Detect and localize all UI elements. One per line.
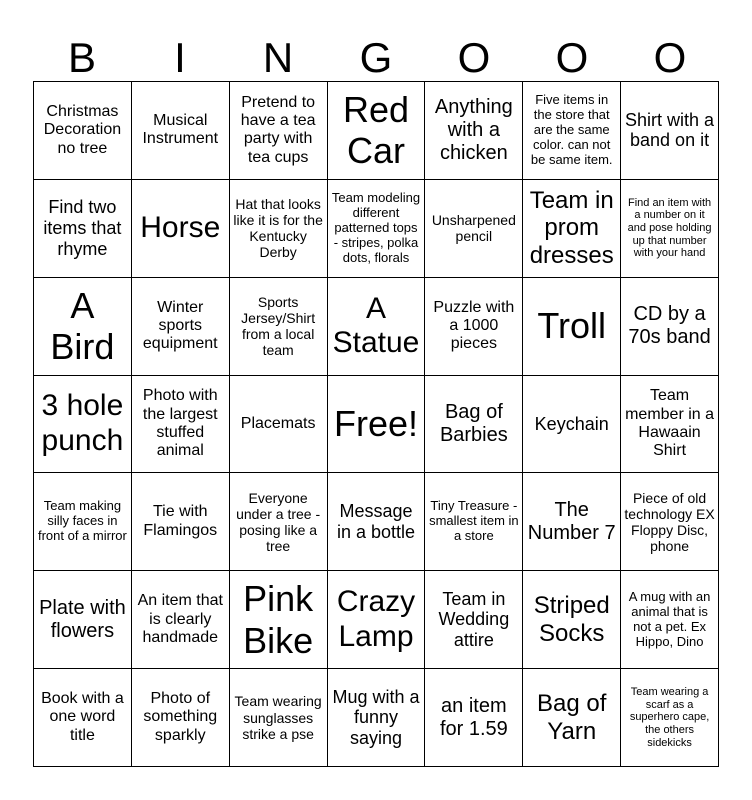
header-letter-g: G: [359, 34, 393, 81]
bingo-cell[interactable]: CD by a 70s band: [621, 278, 719, 376]
bingo-cell[interactable]: 3 hole punch: [34, 376, 132, 474]
bingo-cell[interactable]: Crazy Lamp: [328, 571, 426, 669]
bingo-cell[interactable]: Plate with flowers: [34, 571, 132, 669]
bingo-cell[interactable]: Anything with a chicken: [425, 82, 523, 180]
bingo-cell[interactable]: A Statue: [328, 278, 426, 376]
free-space[interactable]: Free!: [328, 376, 426, 474]
bingo-cell[interactable]: Striped Socks: [523, 571, 621, 669]
bingo-cell[interactable]: Team wearing sunglasses strike a pse: [230, 669, 328, 767]
header-letter-o-1: O: [457, 34, 491, 81]
bingo-cell[interactable]: Find two items that rhyme: [34, 180, 132, 278]
bingo-cell[interactable]: Team in Wedding attire: [425, 571, 523, 669]
bingo-cell[interactable]: The Number 7: [523, 473, 621, 571]
bingo-cell[interactable]: Photo with the largest stuffed animal: [132, 376, 230, 474]
bingo-cell[interactable]: Piece of old technology EX Floppy Disc, phone: [621, 473, 719, 571]
bingo-cell[interactable]: Placemats: [230, 376, 328, 474]
bingo-cell[interactable]: Musical Instrument: [132, 82, 230, 180]
bingo-cell[interactable]: Tiny Treasure - smallest item in a store: [425, 473, 523, 571]
bingo-cell[interactable]: Unsharpened pencil: [425, 180, 523, 278]
bingo-cell[interactable]: Pink Bike: [230, 571, 328, 669]
bingo-cell[interactable]: Keychain: [523, 376, 621, 474]
bingo-cell[interactable]: Winter sports equipment: [132, 278, 230, 376]
bingo-cell[interactable]: Team modeling different patterned tops - stripes, polka dots, florals: [328, 180, 426, 278]
bingo-cell[interactable]: Photo of something sparkly: [132, 669, 230, 767]
bingo-cell[interactable]: Troll: [523, 278, 621, 376]
bingo-cell[interactable]: Horse: [132, 180, 230, 278]
bingo-header: [33, 34, 719, 82]
bingo-cell[interactable]: an item for 1.59: [425, 669, 523, 767]
bingo-cell[interactable]: Hat that looks like it is for the Kentucky Derby: [230, 180, 328, 278]
bingo-cell[interactable]: Mug with a funny saying: [328, 669, 426, 767]
bingo-cell[interactable]: Puzzle with a 1000 pieces: [425, 278, 523, 376]
bingo-cell[interactable]: A Bird: [34, 278, 132, 376]
bingo-cell[interactable]: Sports Jersey/Shirt from a local team: [230, 278, 328, 376]
bingo-cell[interactable]: Team wearing a scarf as a superhero cape, the others sidekicks: [621, 669, 719, 767]
bingo-cell[interactable]: Book with a one word title: [34, 669, 132, 767]
bingo-cell[interactable]: Christmas Decoration no tree: [34, 82, 132, 180]
bingo-cell[interactable]: Team member in a Hawaain Shirt: [621, 376, 719, 474]
bingo-cell[interactable]: Everyone under a tree - posing like a tree: [230, 473, 328, 571]
header-letter-b: B: [67, 34, 96, 81]
header-letter-n: N: [262, 34, 294, 81]
bingo-cell[interactable]: Five items in the store that are the same color. can not be same item.: [523, 82, 621, 180]
bingo-cell[interactable]: Pretend to have a tea party with tea cups: [230, 82, 328, 180]
header-letter-o-2: O: [555, 34, 589, 81]
header-letter-i: I: [174, 34, 186, 81]
bingo-cell[interactable]: Find an item with a number on it and pose holding up that number with your hand: [621, 180, 719, 278]
bingo-cell[interactable]: Team in prom dresses: [523, 180, 621, 278]
bingo-cell[interactable]: Team making silly faces in front of a mirror: [34, 473, 132, 571]
bingo-cell[interactable]: A mug with an animal that is not a pet. Ex Hippo, Dino: [621, 571, 719, 669]
bingo-cell[interactable]: Red Car: [328, 82, 426, 180]
header-letter-o-3: O: [653, 34, 687, 81]
bingo-cell[interactable]: Shirt with a band on it: [621, 82, 719, 180]
bingo-grid: [33, 81, 719, 767]
bingo-cell[interactable]: An item that is clearly handmade: [132, 571, 230, 669]
bingo-cell[interactable]: Tie with Flamingos: [132, 473, 230, 571]
bingo-cell[interactable]: Bag of Barbies: [425, 376, 523, 474]
bingo-cell[interactable]: Bag of Yarn: [523, 669, 621, 767]
bingo-cell[interactable]: Message in a bottle: [328, 473, 426, 571]
